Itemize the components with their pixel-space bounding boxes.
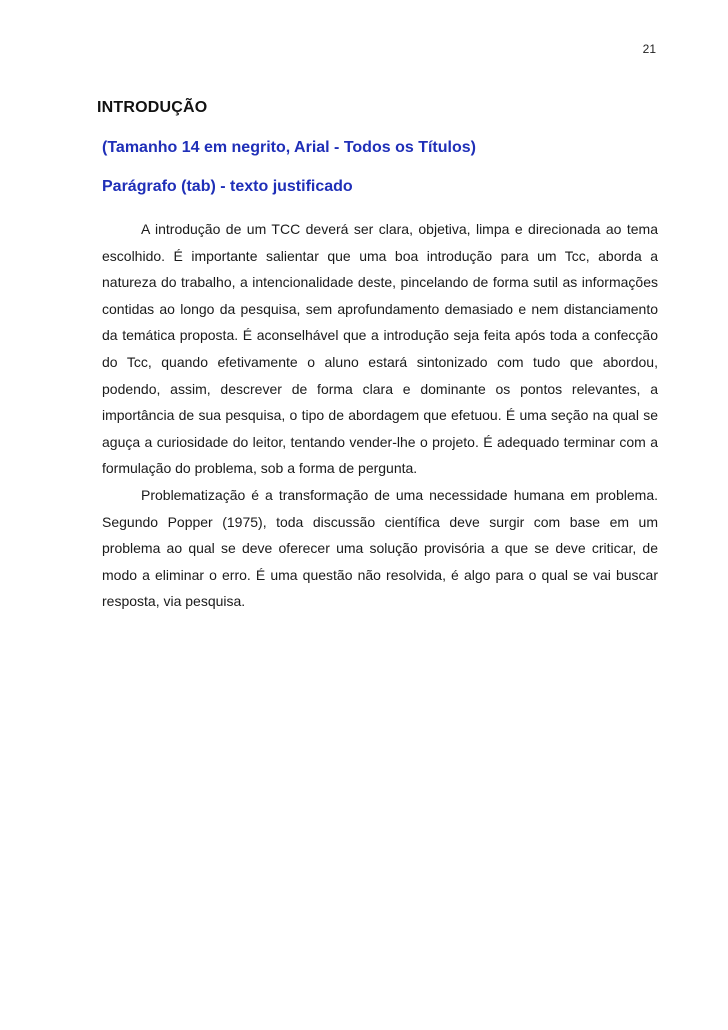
paragraph-problematization: Problematização é a transformação de uma necessidade humana em problema. Segundo Popper (1975), toda discussão científica deve surgir com base em um problema ao qual se deve oferecer uma solução provisória a que se deve criticar, de modo a eliminar o erro. É uma questão não resolvida, é algo para o qual se vai buscar resposta, via pesquisa. bbox=[102, 486, 658, 610]
paragraph-introduction: A introdução de um TCC deverá ser clara, objetiva, limpa e direcionada ao tema escolhido. É importante salientar que uma boa introdução para um Tcc, aborda a natureza do trabalho, a intencionalidade deste, pincelando de forma sutil as informações contidas ao longo da pesquisa, sem aprofundamento demasiado e nem distanciamento da temática proposta. É aconselhável que a introdução seja feita após toda a confecção do Tcc, quando efetivamente o aluno estará sintonizado com tudo que abordou, podendo, assim, descrever de forma clara e dominante os pontos relevantes, a importância de sua pesquisa, o tipo de abordagem que efetuou. É uma seção na qual se aguça a curiosidade do leitor, tentando vender-lhe o projeto. É adequado terminar com a formulação do problema, sob a forma de pergunta. bbox=[102, 221, 658, 477]
document-body bbox=[97, 99, 658, 615]
format-note-paragraph: Parágrafo (tab) - texto justificado bbox=[102, 178, 353, 195]
page-number: 21 bbox=[642, 42, 656, 56]
section-title: INTRODUÇÃO bbox=[97, 99, 208, 116]
format-note-title: (Tamanho 14 em negrito, Arial - Todos os Títulos) bbox=[102, 139, 476, 156]
